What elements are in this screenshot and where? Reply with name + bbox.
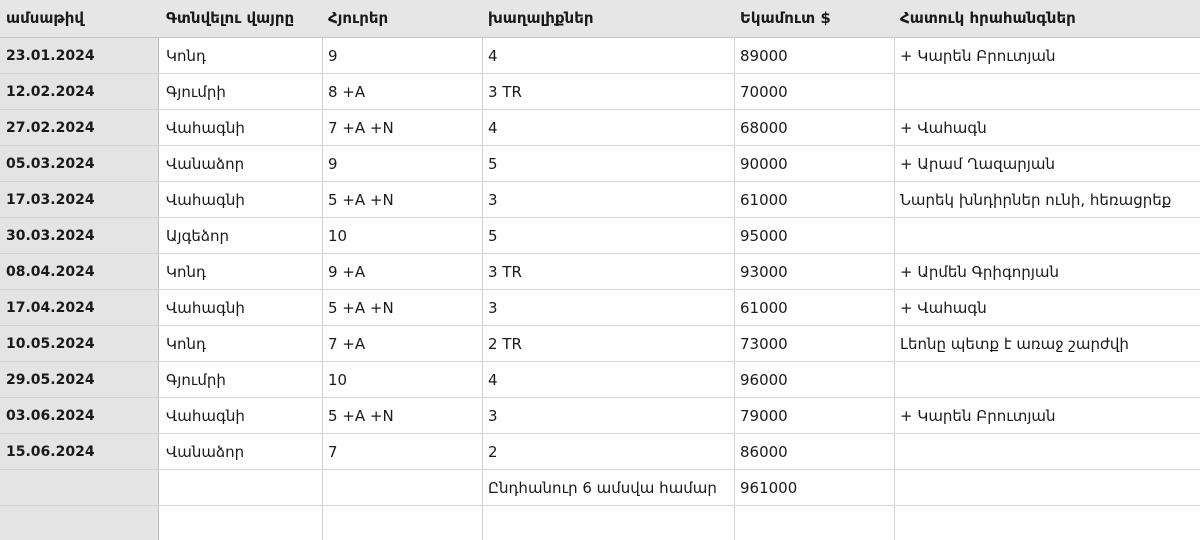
- total-label[interactable]: Ընդհանուր 6 ամսվա համար: [488, 479, 717, 497]
- cell-income[interactable]: 61000: [740, 191, 788, 209]
- cell-location[interactable]: Վահագնի: [166, 299, 245, 317]
- cell-toys[interactable]: 3: [488, 407, 498, 425]
- cell-location[interactable]: Այգեձոր: [166, 227, 230, 245]
- table-row: [0, 362, 1200, 398]
- cell-toys[interactable]: 2 TR: [488, 335, 522, 353]
- cell-notes[interactable]: + Վահագն: [900, 119, 987, 137]
- cell-guests[interactable]: 8 +A: [328, 83, 366, 101]
- table-row: [0, 146, 1200, 182]
- cell-date[interactable]: 29.05.2024: [6, 372, 95, 388]
- cell-guests[interactable]: 9: [328, 47, 338, 65]
- header-toys[interactable]: խաղալիքներ: [488, 9, 594, 27]
- cell-date[interactable]: 10.05.2024: [6, 336, 95, 352]
- cell-date[interactable]: 17.04.2024: [6, 300, 95, 316]
- cell-income[interactable]: 68000: [740, 119, 788, 137]
- cell-toys[interactable]: 3: [488, 191, 498, 209]
- cell-income[interactable]: 95000: [740, 227, 788, 245]
- table-row: [0, 182, 1200, 218]
- cell-guests[interactable]: 9 +A: [328, 263, 366, 281]
- cell-guests[interactable]: 9: [328, 155, 338, 173]
- cell-income[interactable]: 89000: [740, 47, 788, 65]
- table-row: [0, 110, 1200, 146]
- cell-notes[interactable]: + Կարեն Բրուտյան: [900, 47, 1056, 65]
- cell-location[interactable]: Վանաձոր: [166, 155, 245, 173]
- cell-date[interactable]: 12.02.2024: [6, 84, 95, 100]
- cell-location[interactable]: Վահագնի: [166, 119, 245, 137]
- cell-toys[interactable]: 3: [488, 299, 498, 317]
- cell-toys[interactable]: 3 TR: [488, 263, 522, 281]
- cell-location[interactable]: Գյումրի: [166, 371, 226, 389]
- cell-date[interactable]: 17.03.2024: [6, 192, 95, 208]
- header-location[interactable]: Գտնվելու վայրը: [166, 9, 295, 27]
- cell-location[interactable]: Վահագնի: [166, 407, 245, 425]
- cell-guests[interactable]: 7: [328, 443, 338, 461]
- cell-location[interactable]: Կոնդ: [166, 263, 206, 281]
- table-row: [0, 254, 1200, 290]
- cell-date[interactable]: 05.03.2024: [6, 156, 95, 172]
- table-row: [0, 398, 1200, 434]
- cell-guests[interactable]: 5 +A +N: [328, 191, 394, 209]
- cell-guests[interactable]: 5 +A +N: [328, 407, 394, 425]
- cell-income[interactable]: 61000: [740, 299, 788, 317]
- cell-guests[interactable]: 5 +A +N: [328, 299, 394, 317]
- cell-income[interactable]: 73000: [740, 335, 788, 353]
- cell-toys[interactable]: 4: [488, 47, 498, 65]
- cell-notes[interactable]: Լեոնը պետք է առաջ շարժվի: [900, 335, 1129, 353]
- table-row: [0, 218, 1200, 254]
- cell-toys[interactable]: 4: [488, 371, 498, 389]
- cell-date[interactable]: 30.03.2024: [6, 228, 95, 244]
- cell-toys[interactable]: 5: [488, 227, 498, 245]
- cell-guests[interactable]: 7 +A +N: [328, 119, 394, 137]
- header-row: [0, 0, 1200, 38]
- cell-date[interactable]: 27.02.2024: [6, 120, 95, 136]
- cell-date[interactable]: 03.06.2024: [6, 408, 95, 424]
- cell-guests[interactable]: 10: [328, 371, 348, 389]
- cell-notes[interactable]: + Արմեն Գրիգորյան: [900, 263, 1060, 281]
- cell-notes[interactable]: + Արամ Ղազարյան: [900, 155, 1055, 173]
- cell-toys[interactable]: 5: [488, 155, 498, 173]
- cell-date[interactable]: 23.01.2024: [6, 48, 95, 64]
- table-row: [0, 290, 1200, 326]
- table-row: [0, 38, 1200, 74]
- cell-location[interactable]: Կոնդ: [166, 335, 206, 353]
- cell-notes[interactable]: + Վահագն: [900, 299, 987, 317]
- cell-location[interactable]: Գյումրի: [166, 83, 226, 101]
- cell-toys[interactable]: 4: [488, 119, 498, 137]
- cell-income[interactable]: 96000: [740, 371, 788, 389]
- cell-location[interactable]: Վանաձոր: [166, 443, 245, 461]
- total-value[interactable]: 961000: [740, 479, 798, 497]
- cell-income[interactable]: 86000: [740, 443, 788, 461]
- table-row: [0, 434, 1200, 470]
- cell-notes[interactable]: Նարեկ խնդիրներ ունի, հեռացրեք: [900, 191, 1172, 209]
- cell-date[interactable]: 08.04.2024: [6, 264, 95, 280]
- header-special-instructions[interactable]: Հատուկ հրահանգներ: [900, 9, 1076, 27]
- header-income[interactable]: Եկամուտ $: [740, 9, 831, 27]
- header-guests[interactable]: Հյուրեր: [328, 9, 389, 27]
- cell-location[interactable]: Վահագնի: [166, 191, 245, 209]
- cell-income[interactable]: 70000: [740, 83, 788, 101]
- cell-guests[interactable]: 10: [328, 227, 348, 245]
- table-row: [0, 74, 1200, 110]
- cell-guests[interactable]: 7 +A: [328, 335, 366, 353]
- cell-toys[interactable]: 3 TR: [488, 83, 522, 101]
- cell-date[interactable]: 15.06.2024: [6, 444, 95, 460]
- cell-income[interactable]: 79000: [740, 407, 788, 425]
- cell-notes[interactable]: + Կարեն Բրուտյան: [900, 407, 1056, 425]
- total-row: [0, 470, 1200, 506]
- cell-toys[interactable]: 2: [488, 443, 498, 461]
- cell-location[interactable]: Կոնդ: [166, 47, 206, 65]
- cell-income[interactable]: 90000: [740, 155, 788, 173]
- header-date[interactable]: ամսաթիվ: [6, 9, 85, 27]
- cell-income[interactable]: 93000: [740, 263, 788, 281]
- table-row: [0, 326, 1200, 362]
